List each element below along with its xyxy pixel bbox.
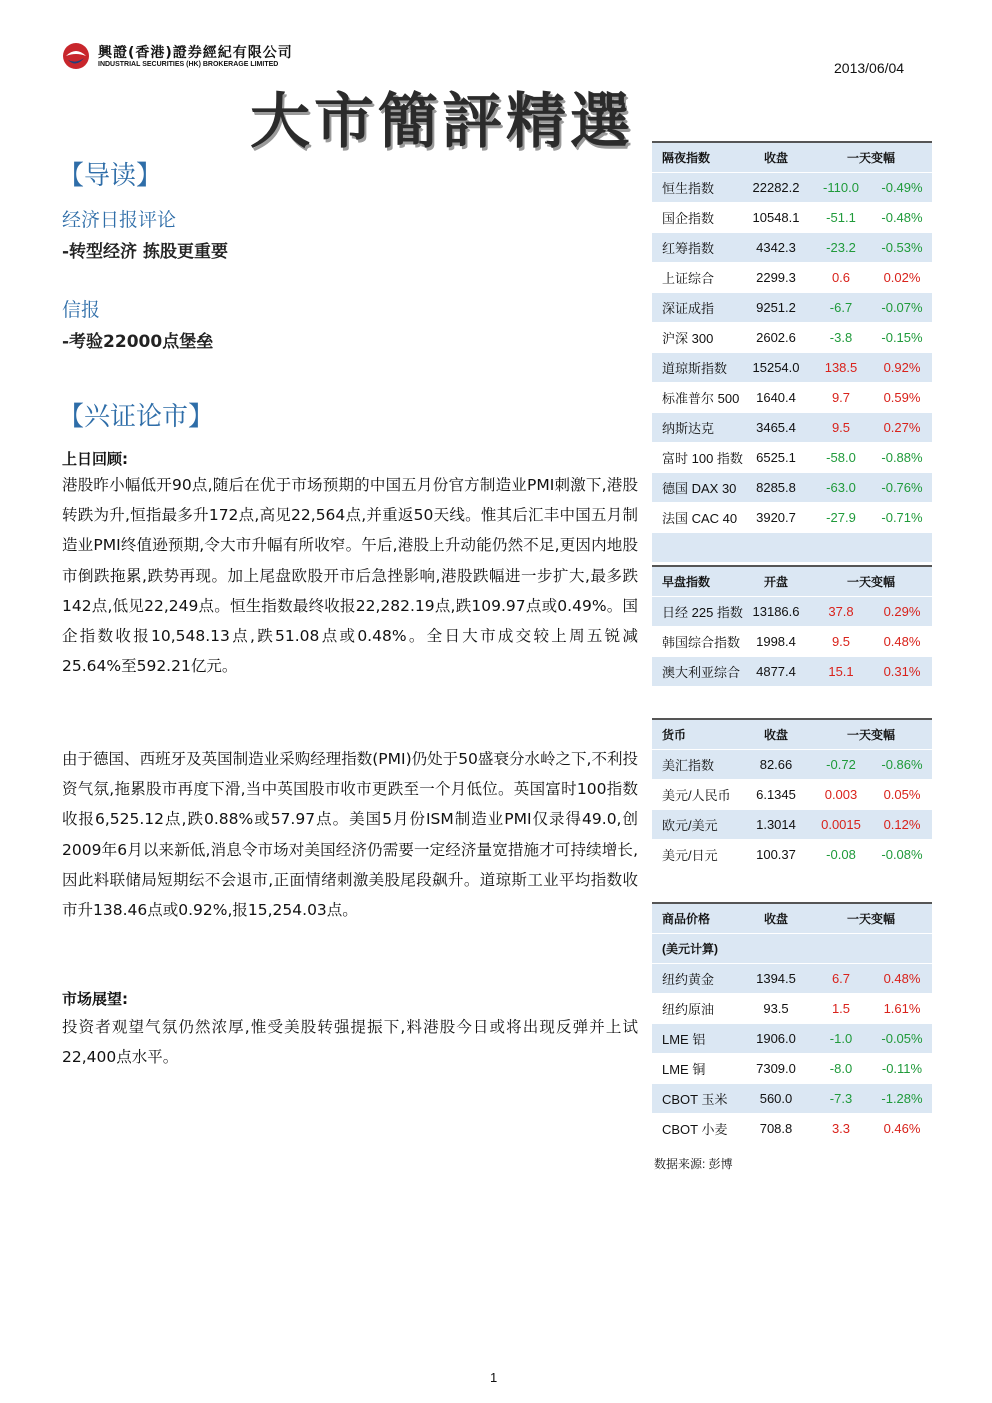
- row-name: 富时 100 指数: [662, 451, 743, 466]
- row-change: 9.7: [831, 390, 851, 405]
- row-name: 法国 CAC 40: [662, 511, 738, 526]
- row-change-pct: -0.07%: [881, 300, 923, 315]
- table-row: [652, 597, 932, 627]
- report-date: 2013/06/04: [834, 60, 905, 76]
- row-change: -58.0: [826, 450, 856, 465]
- header-close: 收盘: [763, 728, 788, 742]
- table-row: [652, 173, 932, 203]
- table-row: [652, 627, 932, 657]
- row-value: 8285.8: [756, 480, 796, 495]
- row-change: 3.3: [831, 1121, 851, 1136]
- row-change-pct: -0.76%: [881, 480, 923, 495]
- header-open: 开盘: [763, 575, 788, 589]
- row-value: 10548.1: [752, 210, 800, 225]
- row-name: 沪深 300: [662, 331, 714, 346]
- table-row: [652, 840, 932, 870]
- row-value: 93.5: [763, 1001, 789, 1016]
- table-row: [652, 353, 932, 383]
- row-value: 1906.0: [756, 1031, 796, 1046]
- table-header: [652, 143, 932, 173]
- table-header: [652, 904, 932, 934]
- row-change-pct: -0.88%: [881, 450, 923, 465]
- table-row: [652, 750, 932, 780]
- report-title: 大市簡評精選: [250, 87, 634, 157]
- company-name-en: INDUSTRIAL SECURITIES (HK) BROKERAGE LIMITED: [98, 61, 279, 68]
- table-row: [652, 964, 932, 994]
- table-row: [652, 1084, 932, 1114]
- row-value: 1.3014: [756, 817, 796, 832]
- row-value: 1998.4: [756, 634, 796, 649]
- row-change: 138.5: [824, 360, 858, 375]
- header-name: 早盘指数: [662, 575, 711, 589]
- row-change: 0.0015: [821, 817, 861, 832]
- row-name: CBOT 玉米: [662, 1092, 728, 1107]
- row-value: 7309.0: [756, 1061, 796, 1076]
- row-change-pct: 0.27%: [883, 420, 921, 435]
- row-name: 恒生指数: [662, 181, 715, 196]
- row-change: -6.7: [829, 300, 853, 315]
- header-name: 隔夜指数: [662, 151, 711, 165]
- table-subheader: [652, 934, 932, 964]
- row-name: 纽约原油: [662, 1002, 715, 1017]
- row-value: 100.37: [756, 847, 796, 862]
- row-name: 美元/日元: [662, 848, 718, 863]
- row-change: -3.8: [829, 330, 853, 345]
- row-change-pct: 0.92%: [883, 360, 921, 375]
- table-row: [652, 263, 932, 293]
- table-row: [652, 203, 932, 233]
- row-value: 2602.6: [756, 330, 796, 345]
- row-name: CBOT 小麦: [662, 1122, 728, 1137]
- row-value: 13186.6: [752, 604, 800, 619]
- row-name: 美元/人民币: [662, 788, 731, 803]
- review-label: 上日回顾:: [62, 450, 128, 468]
- intro-source-2: 信报: [62, 299, 101, 321]
- company-name-cn: 興證(香港)證券經紀有限公司: [98, 45, 293, 61]
- outlook-label: 市场展望:: [62, 990, 128, 1008]
- intro-headline-2: -考验22000点堡垒: [62, 332, 214, 352]
- row-change: 0.003: [824, 787, 858, 802]
- row-change-pct: 0.48%: [883, 971, 921, 986]
- row-value: 4342.3: [756, 240, 796, 255]
- table-header: [652, 720, 932, 750]
- row-name: 美汇指数: [662, 758, 715, 773]
- row-name: 韩国综合指数: [662, 635, 741, 650]
- row-change: -110.0: [823, 180, 859, 195]
- table-row: [652, 233, 932, 263]
- header-unit: (美元计算): [662, 942, 718, 956]
- company-logo: [62, 42, 362, 72]
- table-row: [652, 473, 932, 503]
- commodity-table: [652, 902, 932, 1144]
- table-row: [652, 1054, 932, 1084]
- commentary-heading: 【兴证论市】: [58, 402, 215, 432]
- review-paragraph-1: 港股昨小幅低开90点,随后在优于市场预期的中国五月份官方制造业PMI刺激下,港股转跌为升,恒指最多升172点,高见22,564点,并重返50天线。惟其后汇丰中国五月制造业PMI终值逊预期,令大市升幅有所收窄。午后,港股上升动能仍然不足,更因内地股市倒跌拖累,跌势再现。加上尾盘欧股开市后急挫影响,港股跌幅进一步扩大,最多跌142点,低见22,249点。恒生指数最终收报22,282.19点,跌109.97点或0.49%。国企指数收报10,548.13点,跌51.08点或0.48%。全日大市成交较上周五锐减25.64%至592.21亿元。: [62, 476, 638, 676]
- intro-headline-1: -转型经济 拣股更重要: [62, 242, 228, 262]
- row-change: 6.7: [831, 971, 851, 986]
- row-change-pct: 0.46%: [883, 1121, 921, 1136]
- row-value: 560.0: [759, 1091, 793, 1106]
- page-number: 1: [490, 1370, 498, 1385]
- table-row: [652, 994, 932, 1024]
- row-name: 澳大利亚综合: [662, 665, 741, 680]
- table-row: [652, 323, 932, 353]
- row-name: 纳斯达克: [662, 421, 715, 436]
- row-change: -0.08: [826, 847, 856, 862]
- row-name: 德国 DAX 30: [662, 481, 737, 496]
- header-name: 商品价格: [662, 912, 711, 926]
- data-source: 数据来源: 彭博: [654, 1157, 733, 1171]
- table-body: [652, 964, 932, 1144]
- row-change: -27.9: [826, 510, 856, 525]
- row-change-pct: -1.28%: [881, 1091, 923, 1106]
- row-change-pct: 0.31%: [883, 664, 921, 679]
- row-change-pct: -0.53%: [881, 240, 923, 255]
- morning-indices-table: [652, 565, 932, 687]
- row-change-pct: -0.08%: [881, 847, 923, 862]
- table-row: [652, 293, 932, 323]
- row-change-pct: 0.12%: [883, 817, 921, 832]
- currency-table: [652, 718, 932, 870]
- table-row: [652, 413, 932, 443]
- table-row: [652, 443, 932, 473]
- table-body: [652, 750, 932, 870]
- row-change: 9.5: [831, 420, 851, 435]
- row-value: 3920.7: [756, 510, 796, 525]
- row-change-pct: 0.29%: [883, 604, 921, 619]
- row-value: 6525.1: [756, 450, 796, 465]
- row-change-pct: -0.11%: [881, 1061, 923, 1076]
- row-change: -51.1: [826, 210, 856, 225]
- row-change: -1.0: [829, 1031, 853, 1046]
- row-value: 1394.5: [756, 971, 796, 986]
- row-change: -7.3: [829, 1091, 853, 1106]
- row-name: LME 铝: [662, 1032, 706, 1047]
- table-spacer-row: [652, 533, 932, 563]
- row-name: 红筹指数: [662, 241, 715, 256]
- row-name: 深证成指: [662, 301, 715, 316]
- row-value: 15254.0: [752, 360, 800, 375]
- outlook-paragraph: 投资者观望气氛仍然浓厚,惟受美股转强提振下,料港股今日或将出现反弹并上试22,400点水平。: [62, 1018, 638, 1067]
- row-value: 6.1345: [756, 787, 796, 802]
- row-change-pct: 0.48%: [883, 634, 921, 649]
- row-name: LME 铜: [662, 1062, 706, 1077]
- row-change-pct: -0.15%: [881, 330, 923, 345]
- row-change-pct: -0.48%: [881, 210, 923, 225]
- row-change-pct: 0.05%: [883, 787, 921, 802]
- row-change-pct: -0.86%: [881, 757, 923, 772]
- row-name: 欧元/美元: [662, 818, 718, 833]
- row-change-pct: 1.61%: [883, 1001, 921, 1016]
- header-change: 一天变幅: [846, 912, 895, 926]
- review-paragraph-2: 由于德国、西班牙及英国制造业采购经理指数(PMI)仍处于50盛衰分水岭之下,不利投资气氛,拖累股市再度下滑,当中英国股市收市更跌至一个月低位。英国富时100指数收报6,525.12点,跌0.88%或57.97点。美国5月份ISM制造业PMI仅录得49.0,创2009年6月以来新低,消息令市场对美国经济仍需要一定经济量宽措施才可持续增长,因此料联储局短期纭不会退市,正面情绪刺激美股尾段飙升。道琼斯工业平均指数收市升138.46点或0.92%,报15,254.03点。: [62, 750, 638, 920]
- header-name: 货币: [662, 728, 687, 742]
- table-row: [652, 1114, 932, 1144]
- row-name: 道琼斯指数: [662, 361, 728, 376]
- row-change-pct: 0.59%: [883, 390, 921, 405]
- row-value: 22282.2: [752, 180, 800, 195]
- row-value: 3465.4: [756, 420, 796, 435]
- row-name: 上证综合: [662, 271, 715, 286]
- table-row: [652, 383, 932, 413]
- table-body: [652, 173, 932, 533]
- intro-heading: 【导读】: [58, 161, 163, 191]
- table-header: [652, 567, 932, 597]
- row-change: 9.5: [831, 634, 851, 649]
- header-change: 一天变幅: [846, 728, 895, 742]
- row-change-pct: -0.71%: [881, 510, 923, 525]
- header-close: 收盘: [763, 912, 788, 926]
- row-change: -63.0: [826, 480, 856, 495]
- row-change: 37.8: [828, 604, 854, 619]
- header-change: 一天变幅: [846, 151, 895, 165]
- row-change-pct: 0.02%: [883, 270, 921, 285]
- row-change: 1.5: [831, 1001, 851, 1016]
- row-value: 1640.4: [756, 390, 796, 405]
- table-row: [652, 503, 932, 533]
- row-change: -23.2: [826, 240, 856, 255]
- row-name: 标准普尔 500: [662, 391, 740, 406]
- row-value: 708.8: [759, 1121, 793, 1136]
- row-value: 2299.3: [756, 270, 796, 285]
- table-row: [652, 780, 932, 810]
- header-change: 一天变幅: [846, 575, 895, 589]
- row-change: 15.1: [828, 664, 854, 679]
- row-change: -0.72: [826, 757, 856, 772]
- overnight-indices-table: [652, 141, 932, 563]
- table-row: [652, 810, 932, 840]
- header-close: 收盘: [763, 151, 788, 165]
- row-change: -8.0: [829, 1061, 853, 1076]
- row-name: 日经 225 指数: [662, 605, 743, 620]
- table-body: [652, 597, 932, 687]
- row-change-pct: -0.05%: [881, 1031, 923, 1046]
- intro-source-1: 经济日报评论: [62, 209, 177, 231]
- row-value: 9251.2: [756, 300, 796, 315]
- table-row: [652, 657, 932, 687]
- row-name: 纽约黄金: [662, 972, 715, 987]
- table-row: [652, 1024, 932, 1054]
- row-change-pct: -0.49%: [881, 180, 923, 195]
- row-change: 0.6: [831, 270, 851, 285]
- row-value: 4877.4: [756, 664, 796, 679]
- row-name: 国企指数: [662, 211, 715, 226]
- row-value: 82.66: [759, 757, 793, 772]
- company-logo-icon: [62, 42, 90, 70]
